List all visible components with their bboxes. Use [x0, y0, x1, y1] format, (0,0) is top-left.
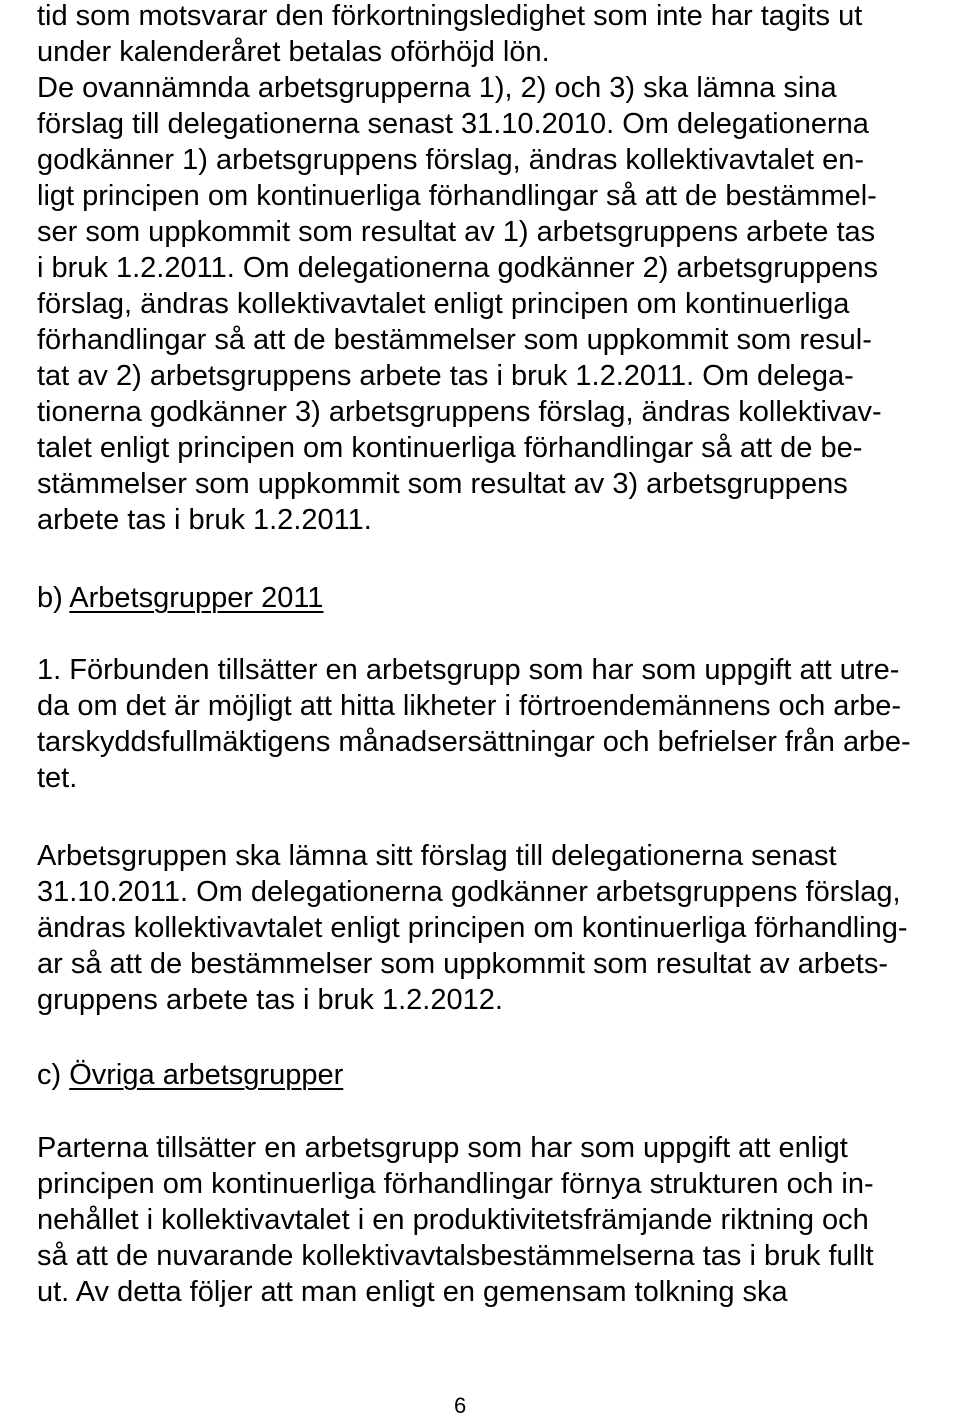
text-line: principen om kontinuerliga förhandlingar förnya strukturen och in- [37, 1168, 874, 1200]
text-line: tarskyddsfullmäktigens månadsersättningar och befrielser från arbe- [37, 726, 911, 758]
text-line: ar så att de bestämmelser som uppkommit som resultat av arbets- [37, 948, 888, 980]
text-line: stämmelser som uppkommit som resultat av 3) arbetsgruppens [37, 468, 848, 500]
text-line: ut. Av detta följer att man enligt en gemensam tolkning ska [37, 1276, 788, 1308]
text-line: ändras kollektivavtalet enligt principen om kontinuerliga förhandling- [37, 912, 908, 944]
text-line: förhandlingar så att de bestämmelser som uppkommit som resul- [37, 324, 872, 356]
text-line: arbete tas i bruk 1.2.2011. [37, 504, 372, 536]
text-line: da om det är möjligt att hitta likheter i förtroendemännens och arbe- [37, 690, 902, 722]
section-b-title: Arbetsgrupper 2011 [69, 582, 324, 614]
text-line: De ovannämnda arbetsgrupperna 1), 2) och 3) ska lämna sina [37, 72, 837, 104]
text-line: tet. [37, 762, 78, 794]
section-b-prefix: b) [37, 582, 70, 614]
text-line: i bruk 1.2.2011. Om delegationerna godkänner 2) arbetsgruppens [37, 252, 879, 284]
section-c-prefix: c) [37, 1059, 70, 1091]
text-line: Arbetsgruppen ska lämna sitt förslag till delegationerna senast [37, 840, 837, 872]
text-line: under kalenderåret betalas oförhöjd lön. [37, 36, 550, 68]
text-line: ser som uppkommit som resultat av 1) arbetsgruppens arbete tas [37, 216, 876, 248]
text-line: nehållet i kollektivavtalet i en produktivitetsfrämjande riktning och [37, 1204, 869, 1236]
text-line: ligt principen om kontinuerliga förhandlingar så att de bestämmel- [37, 180, 877, 212]
text-line: förslag till delegationerna senast 31.10.2010. Om delegationerna [37, 108, 869, 140]
text-line: tat av 2) arbetsgruppens arbete tas i bruk 1.2.2011. Om delega- [37, 360, 854, 392]
text-line: 1. Förbunden tillsätter en arbetsgrupp som har som uppgift att utre- [37, 654, 900, 686]
text-line: förslag, ändras kollektivavtalet enligt principen om kontinuerliga [37, 288, 850, 320]
text-line: talet enligt principen om kontinuerliga förhandlingar så att de be- [37, 432, 863, 464]
section-c-title: Övriga arbetsgrupper [69, 1059, 344, 1091]
section-c-heading [37, 1057, 343, 1093]
text-line: så att de nuvarande kollektivavtalsbestämmelserna tas i bruk fullt [37, 1240, 874, 1272]
page-number: 6 [454, 1393, 467, 1418]
text-line: godkänner 1) arbetsgruppens förslag, ändras kollektivavtalet en- [37, 144, 864, 176]
section-b-heading [37, 580, 323, 616]
text-line: 31.10.2011. Om delegationerna godkänner arbetsgruppens förslag, [37, 876, 901, 908]
text-line: tid som motsvarar den förkortningsledighet som inte har tagits ut [37, 0, 863, 32]
text-line: gruppens arbete tas i bruk 1.2.2012. [37, 984, 503, 1016]
text-line: Parterna tillsätter en arbetsgrupp som har som uppgift att enligt [37, 1132, 848, 1164]
text-line: tionerna godkänner 3) arbetsgruppens förslag, ändras kollektivav- [37, 396, 882, 428]
